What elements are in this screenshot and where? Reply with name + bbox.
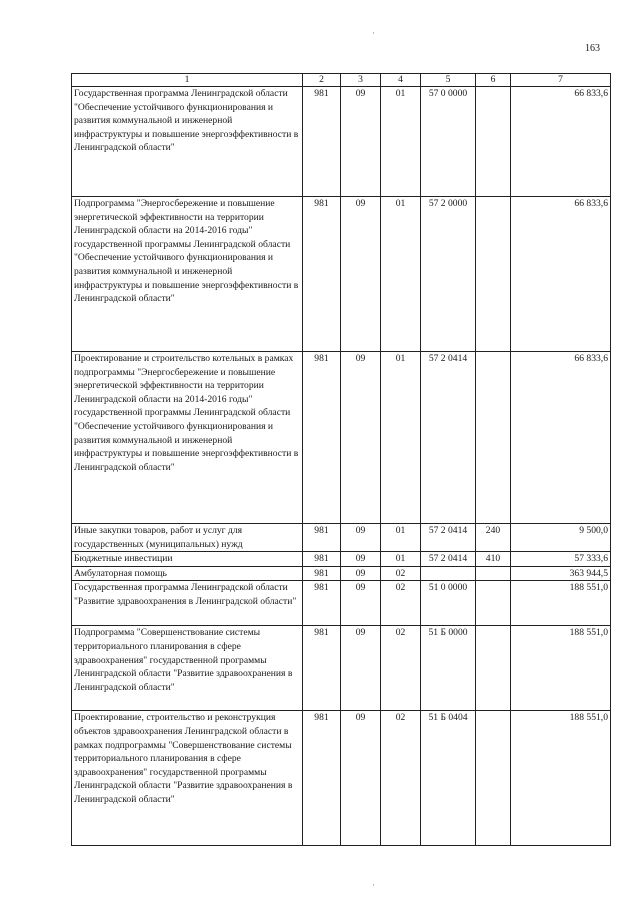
row-name: Государственная программа Ленинградской области "Обеспечение устойчивого функционирования и развития коммунальной и инженерной инфраструктуры и повышение энергоэффективности в Ленинградской области" xyxy=(72,87,303,197)
cell-section: 09 xyxy=(341,352,381,524)
cell-ministry-code: 981 xyxy=(303,711,341,846)
cell-amount: 57 333,6 xyxy=(511,552,611,567)
cell-ministry-code: 981 xyxy=(303,197,341,352)
cell-target-article: 51 Б 0404 xyxy=(421,711,476,846)
cell-ministry-code: 981 xyxy=(303,87,341,197)
cell-target-article: 57 0 0000 xyxy=(421,87,476,197)
cell-section: 09 xyxy=(341,197,381,352)
cell-section: 09 xyxy=(341,87,381,197)
cell-expense-type xyxy=(476,626,511,711)
cell-ministry-code: 981 xyxy=(303,626,341,711)
cell-expense-type xyxy=(476,352,511,524)
page-number: 163 xyxy=(585,43,600,54)
cell-section: 09 xyxy=(341,552,381,567)
cell-amount: 363 944,5 xyxy=(511,566,611,581)
cell-ministry-code: 981 xyxy=(303,352,341,524)
cell-amount: 66 833,6 xyxy=(511,87,611,197)
column-header: 6 xyxy=(476,74,511,87)
table-row xyxy=(72,711,611,846)
cell-section: 09 xyxy=(341,566,381,581)
column-header: 7 xyxy=(511,74,611,87)
cell-expense-type xyxy=(476,87,511,197)
row-name: Бюджетные инвестиции xyxy=(72,552,303,567)
cell-target-article: 57 2 0414 xyxy=(421,524,476,552)
cell-target-article: 57 2 0414 xyxy=(421,552,476,567)
row-name: Иные закупки товаров, работ и услуг для государственных (муниципальных) нужд xyxy=(72,524,303,552)
row-name: Проектирование, строительство и реконструкция объектов здравоохранения Ленинградской области в рамках подпрограммы "Совершенствование системы территориального планирования в сфере здравоохранения" государственной программы Ленинградской области "Развитие здравоохранения в Ленинградской области" xyxy=(72,711,303,846)
scan-speck: · xyxy=(372,880,375,890)
cell-expense-type: 240 xyxy=(476,524,511,552)
cell-subsection: 01 xyxy=(381,524,421,552)
cell-subsection: 02 xyxy=(381,711,421,846)
cell-subsection: 02 xyxy=(381,581,421,626)
cell-expense-type xyxy=(476,581,511,626)
budget-table xyxy=(71,73,611,846)
cell-expense-type xyxy=(476,566,511,581)
cell-target-article: 51 Б 0000 xyxy=(421,626,476,711)
cell-subsection: 01 xyxy=(381,87,421,197)
row-name: Подпрограмма "Энергосбережение и повышение энергетической эффективности на территории Ленинградской области на 2014-2016 годы" государственной программы Ленинградской области "Обеспечение устойчивого функционирования и развития коммунальной и инженерной инфраструктуры и повышение энергоэффективности в Ленинградской области" xyxy=(72,197,303,352)
cell-section: 09 xyxy=(341,524,381,552)
cell-target-article: 57 2 0414 xyxy=(421,352,476,524)
column-header: 1 xyxy=(72,74,303,87)
cell-subsection: 01 xyxy=(381,197,421,352)
column-header: 4 xyxy=(381,74,421,87)
cell-subsection: 02 xyxy=(381,626,421,711)
cell-expense-type xyxy=(476,711,511,846)
cell-section: 09 xyxy=(341,626,381,711)
cell-target-article xyxy=(421,566,476,581)
cell-expense-type xyxy=(476,197,511,352)
cell-ministry-code: 981 xyxy=(303,566,341,581)
cell-expense-type: 410 xyxy=(476,552,511,567)
cell-amount: 9 500,0 xyxy=(511,524,611,552)
table-row xyxy=(72,566,611,581)
cell-subsection: 02 xyxy=(381,566,421,581)
cell-ministry-code: 981 xyxy=(303,524,341,552)
row-name: Государственная программа Ленинградской области "Развитие здравоохранения в Ленинградской области" xyxy=(72,581,303,626)
cell-subsection: 01 xyxy=(381,552,421,567)
column-header: 2 xyxy=(303,74,341,87)
cell-amount: 66 833,6 xyxy=(511,352,611,524)
cell-section: 09 xyxy=(341,711,381,846)
table-header-row xyxy=(72,74,611,87)
table-row xyxy=(72,581,611,626)
row-name: Подпрограмма "Совершенствование системы территориального планирования в сфере здравоохранения" государственной программы Ленинградской области "Развитие здравоохранения в Ленинградской области" xyxy=(72,626,303,711)
column-header: 3 xyxy=(341,74,381,87)
cell-amount: 66 833,6 xyxy=(511,197,611,352)
cell-section: 09 xyxy=(341,581,381,626)
table-row xyxy=(72,524,611,552)
table-row xyxy=(72,626,611,711)
cell-target-article: 57 2 0000 xyxy=(421,197,476,352)
cell-target-article: 51 0 0000 xyxy=(421,581,476,626)
table-row xyxy=(72,197,611,352)
row-name: Проектирование и строительство котельных в рамках подпрограммы "Энергосбережение и повышение энергетической эффективности на территории Ленинградской области на 2014-2016 годы" государственной программы Ленинградской области "Обеспечение устойчивого функционирования и развития коммунальной и инженерной инфраструктуры и повышение энергоэффективности в Ленинградской области" xyxy=(72,352,303,524)
cell-amount: 188 551,0 xyxy=(511,626,611,711)
table-row xyxy=(72,87,611,197)
table-row xyxy=(72,352,611,524)
table-row xyxy=(72,552,611,567)
column-header: 5 xyxy=(421,74,476,87)
row-name: Амбулаторная помощь xyxy=(72,566,303,581)
cell-ministry-code: 981 xyxy=(303,581,341,626)
cell-subsection: 01 xyxy=(381,352,421,524)
scan-speck: · xyxy=(372,28,375,38)
cell-amount: 188 551,0 xyxy=(511,581,611,626)
cell-ministry-code: 981 xyxy=(303,552,341,567)
cell-amount: 188 551,0 xyxy=(511,711,611,846)
